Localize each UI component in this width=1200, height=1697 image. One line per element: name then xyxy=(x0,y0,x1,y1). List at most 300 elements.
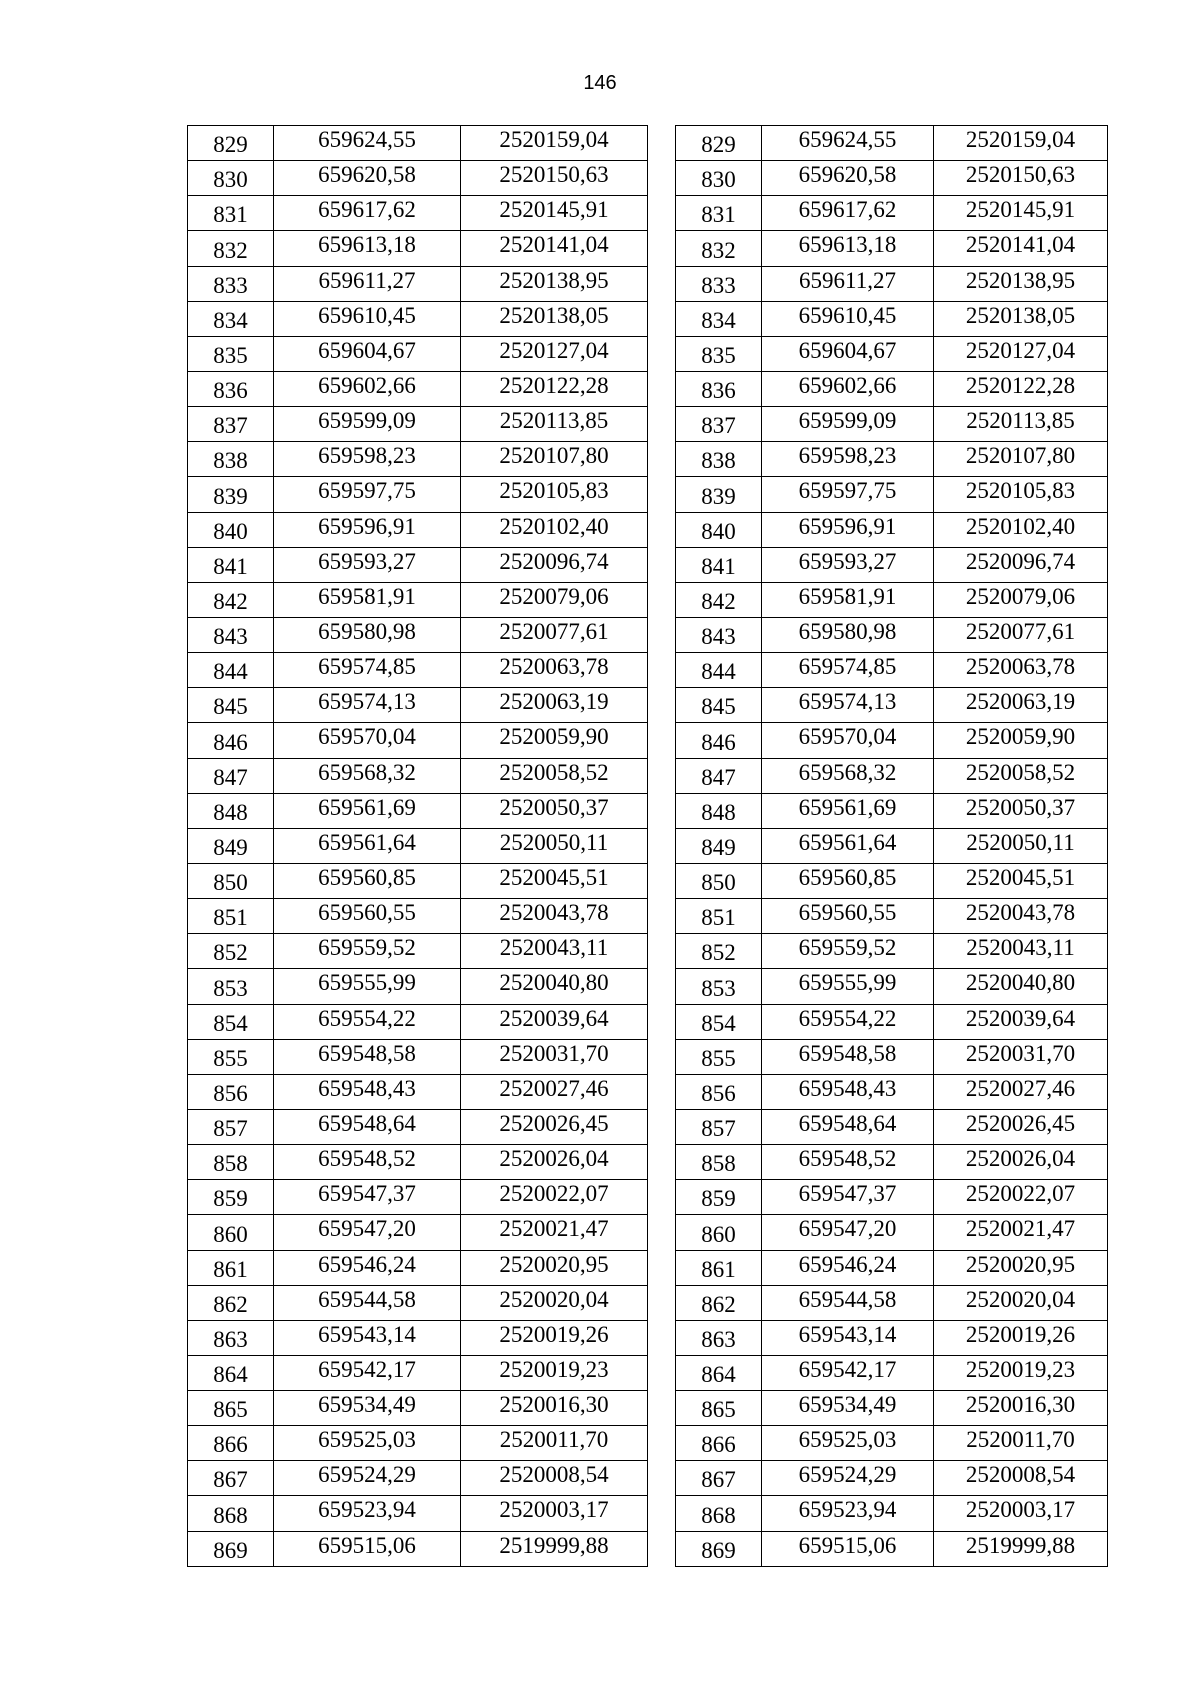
y-coordinate-cell: 2520016,30 xyxy=(934,1391,1108,1426)
y-coordinate-cell: 2520105,83 xyxy=(461,477,648,512)
x-coordinate-cell: 659524,29 xyxy=(274,1461,461,1496)
table-row xyxy=(188,1531,648,1566)
point-number-cell: 844 xyxy=(188,653,274,688)
y-coordinate-cell: 2520011,70 xyxy=(461,1426,648,1461)
table-row xyxy=(676,442,1108,477)
y-coordinate-cell: 2520031,70 xyxy=(934,1039,1108,1074)
x-coordinate-cell: 659598,23 xyxy=(274,442,461,477)
y-coordinate-cell: 2520059,90 xyxy=(934,723,1108,758)
x-coordinate-cell: 659568,32 xyxy=(762,758,934,793)
x-coordinate-cell: 659580,98 xyxy=(762,617,934,652)
x-coordinate-cell: 659610,45 xyxy=(274,301,461,336)
x-coordinate-cell: 659613,18 xyxy=(762,231,934,266)
point-number-cell: 858 xyxy=(188,1145,274,1180)
y-coordinate-cell: 2520026,04 xyxy=(461,1145,648,1180)
y-coordinate-cell: 2520040,80 xyxy=(461,969,648,1004)
x-coordinate-cell: 659593,27 xyxy=(762,547,934,582)
table-row xyxy=(188,969,648,1004)
point-number-cell: 840 xyxy=(188,512,274,547)
x-coordinate-cell: 659599,09 xyxy=(762,407,934,442)
point-number-cell: 838 xyxy=(188,442,274,477)
point-number-cell: 853 xyxy=(188,969,274,1004)
y-coordinate-cell: 2520105,83 xyxy=(934,477,1108,512)
point-number-cell: 848 xyxy=(676,793,762,828)
y-coordinate-cell: 2520159,04 xyxy=(934,126,1108,161)
y-coordinate-cell: 2520026,04 xyxy=(934,1145,1108,1180)
x-coordinate-cell: 659547,20 xyxy=(762,1215,934,1250)
point-number-cell: 861 xyxy=(676,1250,762,1285)
table-row xyxy=(676,758,1108,793)
y-coordinate-cell: 2520138,05 xyxy=(934,301,1108,336)
table-row xyxy=(188,1180,648,1215)
y-coordinate-cell: 2520020,95 xyxy=(934,1250,1108,1285)
point-number-cell: 845 xyxy=(676,688,762,723)
x-coordinate-cell: 659581,91 xyxy=(762,582,934,617)
y-coordinate-cell: 2520077,61 xyxy=(461,617,648,652)
x-coordinate-cell: 659515,06 xyxy=(274,1531,461,1566)
table-row xyxy=(676,653,1108,688)
table-row xyxy=(676,1391,1108,1426)
page-number: 146 xyxy=(583,72,617,94)
point-number-cell: 854 xyxy=(188,1004,274,1039)
point-number-cell: 838 xyxy=(676,442,762,477)
x-coordinate-cell: 659561,69 xyxy=(762,793,934,828)
x-coordinate-cell: 659624,55 xyxy=(762,126,934,161)
y-coordinate-cell: 2520127,04 xyxy=(934,336,1108,371)
y-coordinate-cell: 2520096,74 xyxy=(934,547,1108,582)
point-number-cell: 868 xyxy=(676,1496,762,1531)
table-row xyxy=(188,1285,648,1320)
y-coordinate-cell: 2520058,52 xyxy=(934,758,1108,793)
x-coordinate-cell: 659604,67 xyxy=(762,336,934,371)
y-coordinate-cell: 2520141,04 xyxy=(461,231,648,266)
y-coordinate-cell: 2520113,85 xyxy=(934,407,1108,442)
y-coordinate-cell: 2520040,80 xyxy=(934,969,1108,1004)
coordinates-table-right xyxy=(675,125,1108,1567)
point-number-cell: 836 xyxy=(676,371,762,406)
x-coordinate-cell: 659560,85 xyxy=(762,863,934,898)
point-number-cell: 859 xyxy=(676,1180,762,1215)
point-number-cell: 857 xyxy=(188,1109,274,1144)
x-coordinate-cell: 659568,32 xyxy=(274,758,461,793)
point-number-cell: 853 xyxy=(676,969,762,1004)
point-number-cell: 866 xyxy=(188,1426,274,1461)
point-number-cell: 862 xyxy=(188,1285,274,1320)
table-row xyxy=(188,161,648,196)
table-row xyxy=(188,1109,648,1144)
x-coordinate-cell: 659523,94 xyxy=(762,1496,934,1531)
point-number-cell: 855 xyxy=(188,1039,274,1074)
table-row xyxy=(188,934,648,969)
x-coordinate-cell: 659574,85 xyxy=(762,653,934,688)
table-row xyxy=(188,1391,648,1426)
table-row xyxy=(676,582,1108,617)
x-coordinate-cell: 659574,13 xyxy=(274,688,461,723)
table-row xyxy=(188,688,648,723)
y-coordinate-cell: 2520003,17 xyxy=(934,1496,1108,1531)
y-coordinate-cell: 2520022,07 xyxy=(461,1180,648,1215)
y-coordinate-cell: 2520077,61 xyxy=(934,617,1108,652)
point-number-cell: 834 xyxy=(676,301,762,336)
x-coordinate-cell: 659560,55 xyxy=(762,899,934,934)
point-number-cell: 843 xyxy=(188,617,274,652)
point-number-cell: 834 xyxy=(188,301,274,336)
table-row xyxy=(676,1496,1108,1531)
table-row xyxy=(676,934,1108,969)
table-row xyxy=(676,1320,1108,1355)
point-number-cell: 849 xyxy=(676,828,762,863)
x-coordinate-cell: 659570,04 xyxy=(762,723,934,758)
x-coordinate-cell: 659561,64 xyxy=(274,828,461,863)
y-coordinate-cell: 2520050,11 xyxy=(934,828,1108,863)
x-coordinate-cell: 659547,20 xyxy=(274,1215,461,1250)
x-coordinate-cell: 659611,27 xyxy=(762,266,934,301)
point-number-cell: 837 xyxy=(188,407,274,442)
table-row xyxy=(676,1039,1108,1074)
y-coordinate-cell: 2520020,95 xyxy=(461,1250,648,1285)
table-row xyxy=(676,1531,1108,1566)
x-coordinate-cell: 659544,58 xyxy=(762,1285,934,1320)
point-number-cell: 868 xyxy=(188,1496,274,1531)
point-number-cell: 837 xyxy=(676,407,762,442)
y-coordinate-cell: 2520019,23 xyxy=(934,1355,1108,1390)
point-number-cell: 844 xyxy=(676,653,762,688)
table-row xyxy=(676,477,1108,512)
table-row xyxy=(676,266,1108,301)
table-row xyxy=(188,1426,648,1461)
table-row xyxy=(676,1109,1108,1144)
table-row xyxy=(188,196,648,231)
table-row xyxy=(676,1215,1108,1250)
x-coordinate-cell: 659620,58 xyxy=(274,161,461,196)
x-coordinate-cell: 659548,58 xyxy=(762,1039,934,1074)
y-coordinate-cell: 2520008,54 xyxy=(461,1461,648,1496)
table-row xyxy=(676,336,1108,371)
y-coordinate-cell: 2520102,40 xyxy=(461,512,648,547)
x-coordinate-cell: 659559,52 xyxy=(762,934,934,969)
point-number-cell: 859 xyxy=(188,1180,274,1215)
y-coordinate-cell: 2520096,74 xyxy=(461,547,648,582)
y-coordinate-cell: 2520043,78 xyxy=(934,899,1108,934)
point-number-cell: 850 xyxy=(676,863,762,898)
y-coordinate-cell: 2520019,26 xyxy=(461,1320,648,1355)
point-number-cell: 864 xyxy=(676,1355,762,1390)
y-coordinate-cell: 2520039,64 xyxy=(461,1004,648,1039)
x-coordinate-cell: 659523,94 xyxy=(274,1496,461,1531)
y-coordinate-cell: 2520050,11 xyxy=(461,828,648,863)
point-number-cell: 865 xyxy=(676,1391,762,1426)
x-coordinate-cell: 659548,43 xyxy=(762,1074,934,1109)
y-coordinate-cell: 2520027,46 xyxy=(461,1074,648,1109)
point-number-cell: 856 xyxy=(676,1074,762,1109)
table-row xyxy=(188,899,648,934)
point-number-cell: 832 xyxy=(676,231,762,266)
y-coordinate-cell: 2520021,47 xyxy=(461,1215,648,1250)
table-row xyxy=(676,301,1108,336)
coordinates-table-left xyxy=(187,125,648,1567)
table-row xyxy=(676,688,1108,723)
point-number-cell: 841 xyxy=(676,547,762,582)
table-row xyxy=(188,1039,648,1074)
y-coordinate-cell: 2520027,46 xyxy=(934,1074,1108,1109)
x-coordinate-cell: 659596,91 xyxy=(762,512,934,547)
table-row xyxy=(676,196,1108,231)
x-coordinate-cell: 659617,62 xyxy=(762,196,934,231)
table-row xyxy=(676,793,1108,828)
point-number-cell: 833 xyxy=(676,266,762,301)
y-coordinate-cell: 2520039,64 xyxy=(934,1004,1108,1039)
point-number-cell: 846 xyxy=(676,723,762,758)
x-coordinate-cell: 659613,18 xyxy=(274,231,461,266)
table-row xyxy=(188,442,648,477)
y-coordinate-cell: 2520107,80 xyxy=(461,442,648,477)
y-coordinate-cell: 2520050,37 xyxy=(934,793,1108,828)
point-number-cell: 849 xyxy=(188,828,274,863)
table-row xyxy=(188,617,648,652)
table-row xyxy=(188,547,648,582)
point-number-cell: 864 xyxy=(188,1355,274,1390)
point-number-cell: 863 xyxy=(676,1320,762,1355)
x-coordinate-cell: 659624,55 xyxy=(274,126,461,161)
y-coordinate-cell: 2520043,78 xyxy=(461,899,648,934)
point-number-cell: 835 xyxy=(676,336,762,371)
table-row xyxy=(188,1461,648,1496)
y-coordinate-cell: 2520020,04 xyxy=(461,1285,648,1320)
point-number-cell: 860 xyxy=(676,1215,762,1250)
y-coordinate-cell: 2520141,04 xyxy=(934,231,1108,266)
x-coordinate-cell: 659598,23 xyxy=(762,442,934,477)
x-coordinate-cell: 659548,58 xyxy=(274,1039,461,1074)
table-row xyxy=(676,1180,1108,1215)
x-coordinate-cell: 659548,43 xyxy=(274,1074,461,1109)
table-row xyxy=(676,126,1108,161)
table-row xyxy=(676,1250,1108,1285)
y-coordinate-cell: 2520145,91 xyxy=(461,196,648,231)
point-number-cell: 867 xyxy=(676,1461,762,1496)
x-coordinate-cell: 659524,29 xyxy=(762,1461,934,1496)
x-coordinate-cell: 659604,67 xyxy=(274,336,461,371)
y-coordinate-cell: 2520022,07 xyxy=(934,1180,1108,1215)
point-number-cell: 851 xyxy=(188,899,274,934)
point-number-cell: 846 xyxy=(188,723,274,758)
x-coordinate-cell: 659597,75 xyxy=(762,477,934,512)
table-row xyxy=(188,1215,648,1250)
x-coordinate-cell: 659602,66 xyxy=(274,371,461,406)
table-row xyxy=(676,1355,1108,1390)
table-row xyxy=(188,266,648,301)
x-coordinate-cell: 659602,66 xyxy=(762,371,934,406)
point-number-cell: 831 xyxy=(676,196,762,231)
y-coordinate-cell: 2520021,47 xyxy=(934,1215,1108,1250)
point-number-cell: 840 xyxy=(676,512,762,547)
x-coordinate-cell: 659611,27 xyxy=(274,266,461,301)
x-coordinate-cell: 659596,91 xyxy=(274,512,461,547)
x-coordinate-cell: 659548,64 xyxy=(762,1109,934,1144)
table-row xyxy=(188,1355,648,1390)
table-row xyxy=(676,161,1108,196)
point-number-cell: 847 xyxy=(188,758,274,793)
point-number-cell: 855 xyxy=(676,1039,762,1074)
point-number-cell: 843 xyxy=(676,617,762,652)
table-row xyxy=(676,371,1108,406)
y-coordinate-cell: 2520145,91 xyxy=(934,196,1108,231)
x-coordinate-cell: 659580,98 xyxy=(274,617,461,652)
x-coordinate-cell: 659581,91 xyxy=(274,582,461,617)
table-row xyxy=(676,547,1108,582)
y-coordinate-cell: 2520138,95 xyxy=(461,266,648,301)
y-coordinate-cell: 2519999,88 xyxy=(934,1531,1108,1566)
point-number-cell: 863 xyxy=(188,1320,274,1355)
x-coordinate-cell: 659542,17 xyxy=(762,1355,934,1390)
table-row xyxy=(188,1004,648,1039)
y-coordinate-cell: 2520079,06 xyxy=(934,582,1108,617)
y-coordinate-cell: 2520122,28 xyxy=(461,371,648,406)
table-row xyxy=(188,336,648,371)
table-row xyxy=(188,126,648,161)
table-row xyxy=(188,723,648,758)
y-coordinate-cell: 2520138,95 xyxy=(934,266,1108,301)
y-coordinate-cell: 2520031,70 xyxy=(461,1039,648,1074)
y-coordinate-cell: 2520045,51 xyxy=(461,863,648,898)
table-row xyxy=(676,1004,1108,1039)
table-row xyxy=(676,1426,1108,1461)
table-row xyxy=(188,477,648,512)
point-number-cell: 829 xyxy=(188,126,274,161)
table-row xyxy=(188,1074,648,1109)
table-row xyxy=(188,1250,648,1285)
y-coordinate-cell: 2520107,80 xyxy=(934,442,1108,477)
point-number-cell: 860 xyxy=(188,1215,274,1250)
point-number-cell: 833 xyxy=(188,266,274,301)
x-coordinate-cell: 659515,06 xyxy=(762,1531,934,1566)
y-coordinate-cell: 2520026,45 xyxy=(461,1109,648,1144)
point-number-cell: 854 xyxy=(676,1004,762,1039)
table-row xyxy=(676,863,1108,898)
y-coordinate-cell: 2520058,52 xyxy=(461,758,648,793)
table-row xyxy=(188,758,648,793)
point-number-cell: 851 xyxy=(676,899,762,934)
point-number-cell: 869 xyxy=(188,1531,274,1566)
y-coordinate-cell: 2520008,54 xyxy=(934,1461,1108,1496)
x-coordinate-cell: 659561,69 xyxy=(274,793,461,828)
table-row xyxy=(676,723,1108,758)
y-coordinate-cell: 2520138,05 xyxy=(461,301,648,336)
table-row xyxy=(676,407,1108,442)
y-coordinate-cell: 2520043,11 xyxy=(934,934,1108,969)
point-number-cell: 847 xyxy=(676,758,762,793)
y-coordinate-cell: 2520159,04 xyxy=(461,126,648,161)
y-coordinate-cell: 2520079,06 xyxy=(461,582,648,617)
y-coordinate-cell: 2520059,90 xyxy=(461,723,648,758)
point-number-cell: 866 xyxy=(676,1426,762,1461)
point-number-cell: 850 xyxy=(188,863,274,898)
point-number-cell: 858 xyxy=(676,1145,762,1180)
table-row xyxy=(188,863,648,898)
x-coordinate-cell: 659617,62 xyxy=(274,196,461,231)
point-number-cell: 856 xyxy=(188,1074,274,1109)
y-coordinate-cell: 2520011,70 xyxy=(934,1426,1108,1461)
x-coordinate-cell: 659561,64 xyxy=(762,828,934,863)
point-number-cell: 852 xyxy=(676,934,762,969)
table-row xyxy=(676,1461,1108,1496)
x-coordinate-cell: 659548,64 xyxy=(274,1109,461,1144)
y-coordinate-cell: 2520020,04 xyxy=(934,1285,1108,1320)
table-row xyxy=(676,969,1108,1004)
table-row xyxy=(676,1074,1108,1109)
point-number-cell: 865 xyxy=(188,1391,274,1426)
y-coordinate-cell: 2520113,85 xyxy=(461,407,648,442)
x-coordinate-cell: 659554,22 xyxy=(762,1004,934,1039)
table-row xyxy=(676,1285,1108,1320)
table-row xyxy=(188,1496,648,1531)
y-coordinate-cell: 2520150,63 xyxy=(934,161,1108,196)
y-coordinate-cell: 2520019,26 xyxy=(934,1320,1108,1355)
x-coordinate-cell: 659593,27 xyxy=(274,547,461,582)
x-coordinate-cell: 659555,99 xyxy=(274,969,461,1004)
point-number-cell: 842 xyxy=(676,582,762,617)
x-coordinate-cell: 659548,52 xyxy=(274,1145,461,1180)
x-coordinate-cell: 659574,13 xyxy=(762,688,934,723)
y-coordinate-cell: 2520026,45 xyxy=(934,1109,1108,1144)
point-number-cell: 830 xyxy=(676,161,762,196)
x-coordinate-cell: 659574,85 xyxy=(274,653,461,688)
table-row xyxy=(188,582,648,617)
y-coordinate-cell: 2520063,19 xyxy=(461,688,648,723)
x-coordinate-cell: 659543,14 xyxy=(274,1320,461,1355)
x-coordinate-cell: 659546,24 xyxy=(762,1250,934,1285)
table-row xyxy=(188,828,648,863)
point-number-cell: 842 xyxy=(188,582,274,617)
point-number-cell: 845 xyxy=(188,688,274,723)
y-coordinate-cell: 2519999,88 xyxy=(461,1531,648,1566)
y-coordinate-cell: 2520050,37 xyxy=(461,793,648,828)
point-number-cell: 835 xyxy=(188,336,274,371)
point-number-cell: 862 xyxy=(676,1285,762,1320)
x-coordinate-cell: 659546,24 xyxy=(274,1250,461,1285)
table-row xyxy=(676,828,1108,863)
y-coordinate-cell: 2520150,63 xyxy=(461,161,648,196)
x-coordinate-cell: 659525,03 xyxy=(274,1426,461,1461)
point-number-cell: 867 xyxy=(188,1461,274,1496)
point-number-cell: 831 xyxy=(188,196,274,231)
x-coordinate-cell: 659597,75 xyxy=(274,477,461,512)
table-row xyxy=(676,899,1108,934)
y-coordinate-cell: 2520063,78 xyxy=(934,653,1108,688)
point-number-cell: 829 xyxy=(676,126,762,161)
y-coordinate-cell: 2520063,78 xyxy=(461,653,648,688)
point-number-cell: 857 xyxy=(676,1109,762,1144)
y-coordinate-cell: 2520127,04 xyxy=(461,336,648,371)
point-number-cell: 848 xyxy=(188,793,274,828)
x-coordinate-cell: 659555,99 xyxy=(762,969,934,1004)
x-coordinate-cell: 659542,17 xyxy=(274,1355,461,1390)
table-row xyxy=(676,231,1108,266)
y-coordinate-cell: 2520016,30 xyxy=(461,1391,648,1426)
x-coordinate-cell: 659547,37 xyxy=(762,1180,934,1215)
point-number-cell: 830 xyxy=(188,161,274,196)
y-coordinate-cell: 2520063,19 xyxy=(934,688,1108,723)
x-coordinate-cell: 659560,85 xyxy=(274,863,461,898)
point-number-cell: 861 xyxy=(188,1250,274,1285)
table-row xyxy=(676,1145,1108,1180)
y-coordinate-cell: 2520003,17 xyxy=(461,1496,648,1531)
point-number-cell: 869 xyxy=(676,1531,762,1566)
y-coordinate-cell: 2520045,51 xyxy=(934,863,1108,898)
x-coordinate-cell: 659559,52 xyxy=(274,934,461,969)
point-number-cell: 852 xyxy=(188,934,274,969)
x-coordinate-cell: 659544,58 xyxy=(274,1285,461,1320)
table-row xyxy=(188,407,648,442)
